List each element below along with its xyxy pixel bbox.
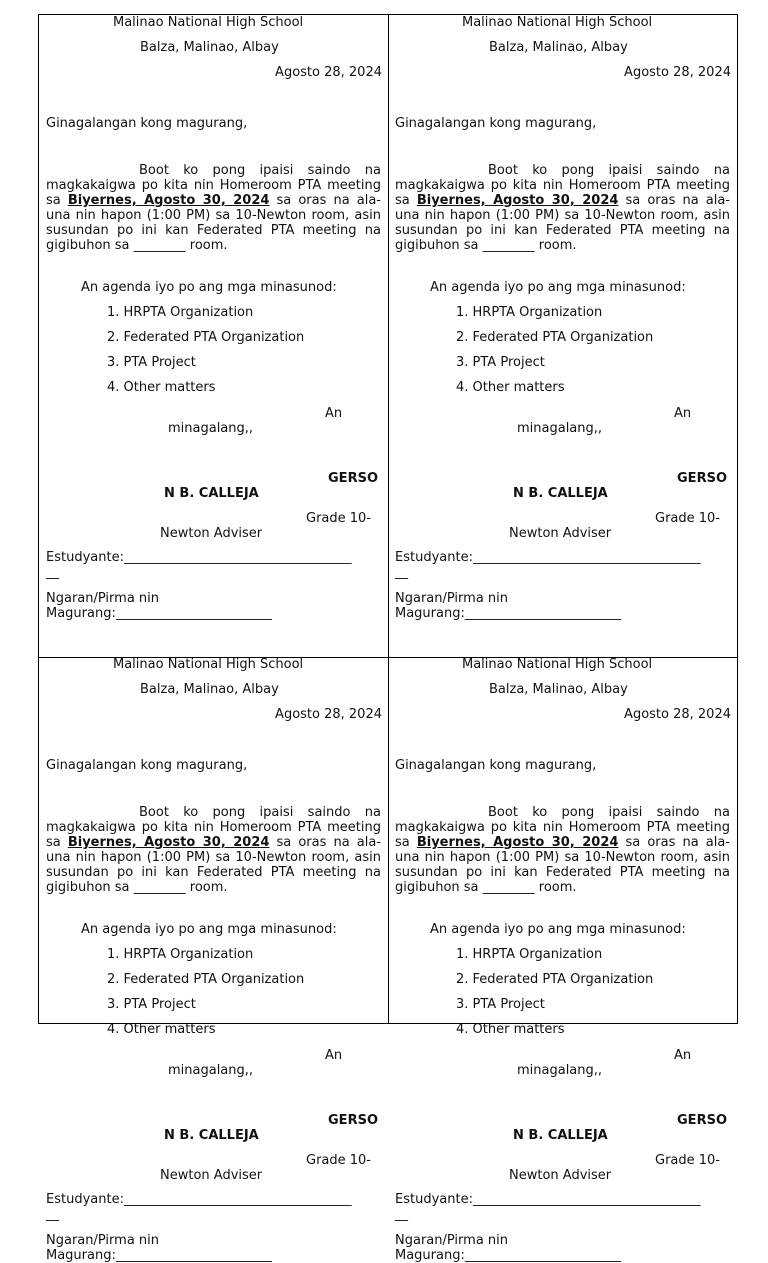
letter-bottom-right	[388, 657, 738, 1263]
school-address: Balza, Malinao, Albay	[489, 682, 628, 697]
student-line-wrap: __	[395, 1207, 408, 1222]
letter-top-right	[388, 15, 738, 657]
letter-bottom-left	[39, 657, 389, 1263]
signer-role: Grade 10-	[306, 511, 371, 526]
meeting-date: Biyernes, Agosto 30, 2024	[416, 835, 619, 850]
parent-line: Magurang:________________________	[395, 1248, 621, 1263]
agenda-item: 2. Federated PTA Organization	[107, 972, 305, 987]
closing-word: An	[325, 406, 343, 421]
student-line-wrap: __	[46, 565, 59, 580]
signer-role-cont: Newton Adviser	[509, 1168, 612, 1183]
agenda-item: 4. Other matters	[456, 380, 565, 395]
school-name: Malinao National High School	[462, 657, 653, 672]
agenda-item: 3. PTA Project	[107, 355, 196, 370]
body-text-1: Boot ko pong ipaisi saindo na magkakaigwa po kita nin Homeroom PTA meeting sa	[46, 805, 381, 850]
school-name: Malinao National High School	[113, 657, 304, 672]
student-line: Estudyante:___________________________________	[46, 550, 352, 565]
body-text-2: sa oras na ala-una nin hapon (1:00 PM) sa 10-Newton room, asin susundan po ini kan Federated PTA meeting na gigibuhon sa ________ room.	[46, 193, 381, 253]
closing-word-cont: minagalang,,	[517, 421, 603, 436]
body-text-2: sa oras na ala-una nin hapon (1:00 PM) sa 10-Newton room, asin susundan po ini kan Federated PTA meeting na gigibuhon sa ________ room.	[395, 193, 730, 253]
parent-label: Ngaran/Pirma nin	[395, 591, 509, 606]
letter-date: Agosto 28, 2024	[275, 707, 382, 722]
student-line-wrap: __	[395, 565, 408, 580]
signer-name-cont: N B. CALLEJA	[164, 486, 259, 501]
agenda-item: 1. HRPTA Organization	[107, 947, 254, 962]
parent-label: Ngaran/Pirma nin	[46, 1233, 160, 1248]
body-text-2: sa oras na ala-una nin hapon (1:00 PM) sa 10-Newton room, asin susundan po ini kan Federated PTA meeting na gigibuhon sa ________ room.	[46, 835, 381, 895]
signer-name: GERSO	[328, 471, 378, 486]
letter-body	[395, 163, 730, 253]
agenda-item: 3. PTA Project	[107, 997, 196, 1012]
agenda-item: 1. HRPTA Organization	[107, 305, 254, 320]
student-line: Estudyante:___________________________________	[395, 1192, 701, 1207]
agenda-item: 2. Federated PTA Organization	[107, 330, 305, 345]
parent-label: Ngaran/Pirma nin	[46, 591, 160, 606]
body-text-1: Boot ko pong ipaisi saindo na magkakaigwa po kita nin Homeroom PTA meeting sa	[46, 163, 381, 208]
agenda-intro: An agenda iyo po ang mga minasunod:	[81, 280, 337, 295]
signer-role-cont: Newton Adviser	[509, 526, 612, 541]
student-line: Estudyante:___________________________________	[46, 1192, 352, 1207]
signer-role: Grade 10-	[306, 1153, 371, 1168]
school-address: Balza, Malinao, Albay	[140, 40, 279, 55]
letter-date: Agosto 28, 2024	[624, 65, 731, 80]
signer-name-cont: N B. CALLEJA	[513, 1128, 608, 1143]
agenda-item: 3. PTA Project	[456, 997, 545, 1012]
closing-word: An	[325, 1048, 343, 1063]
salutation: Ginagalangan kong magurang,	[395, 758, 597, 773]
signer-role-cont: Newton Adviser	[160, 526, 263, 541]
body-text-1: Boot ko pong ipaisi saindo na magkakaigwa po kita nin Homeroom PTA meeting sa	[395, 163, 730, 208]
closing-word-cont: minagalang,,	[168, 1063, 254, 1078]
meeting-date: Biyernes, Agosto 30, 2024	[67, 835, 270, 850]
agenda-item: 2. Federated PTA Organization	[456, 330, 654, 345]
closing-word-cont: minagalang,,	[168, 421, 254, 436]
school-address: Balza, Malinao, Albay	[489, 40, 628, 55]
meeting-date: Biyernes, Agosto 30, 2024	[67, 193, 270, 208]
salutation: Ginagalangan kong magurang,	[395, 116, 597, 131]
school-name: Malinao National High School	[113, 15, 304, 30]
agenda-item: 4. Other matters	[456, 1022, 565, 1037]
letter-body	[46, 163, 381, 253]
letter-date: Agosto 28, 2024	[275, 65, 382, 80]
school-name: Malinao National High School	[462, 15, 653, 30]
agenda-item: 3. PTA Project	[456, 355, 545, 370]
signer-name-cont: N B. CALLEJA	[164, 1128, 259, 1143]
signer-role-cont: Newton Adviser	[160, 1168, 263, 1183]
agenda-item: 1. HRPTA Organization	[456, 947, 603, 962]
student-line-wrap: __	[46, 1207, 59, 1222]
letter-top-left	[39, 15, 389, 657]
agenda-intro: An agenda iyo po ang mga minasunod:	[81, 922, 337, 937]
meeting-date: Biyernes, Agosto 30, 2024	[416, 193, 619, 208]
letter-body	[395, 805, 730, 895]
body-text-2: sa oras na ala-una nin hapon (1:00 PM) sa 10-Newton room, asin susundan po ini kan Federated PTA meeting na gigibuhon sa ________ room.	[395, 835, 730, 895]
signer-name: GERSO	[677, 1113, 727, 1128]
agenda-item: 4. Other matters	[107, 1022, 216, 1037]
closing-word: An	[674, 406, 692, 421]
signer-role: Grade 10-	[655, 511, 720, 526]
agenda-item: 4. Other matters	[107, 380, 216, 395]
letter-date: Agosto 28, 2024	[624, 707, 731, 722]
letter-grid	[38, 14, 738, 1263]
parent-line: Magurang:________________________	[46, 1248, 272, 1263]
school-address: Balza, Malinao, Albay	[140, 682, 279, 697]
body-text-1: Boot ko pong ipaisi saindo na magkakaigwa po kita nin Homeroom PTA meeting sa	[395, 805, 730, 850]
salutation: Ginagalangan kong magurang,	[46, 758, 248, 773]
closing-word-cont: minagalang,,	[517, 1063, 603, 1078]
signer-name-cont: N B. CALLEJA	[513, 486, 608, 501]
signer-name: GERSO	[677, 471, 727, 486]
letter-body	[46, 805, 381, 895]
student-line: Estudyante:___________________________________	[395, 550, 701, 565]
signer-name: GERSO	[328, 1113, 378, 1128]
parent-line: Magurang:________________________	[395, 606, 621, 621]
signer-role: Grade 10-	[655, 1153, 720, 1168]
salutation: Ginagalangan kong magurang,	[46, 116, 248, 131]
agenda-intro: An agenda iyo po ang mga minasunod:	[430, 922, 686, 937]
parent-label: Ngaran/Pirma nin	[395, 1233, 509, 1248]
agenda-intro: An agenda iyo po ang mga minasunod:	[430, 280, 686, 295]
agenda-item: 2. Federated PTA Organization	[456, 972, 654, 987]
parent-line: Magurang:________________________	[46, 606, 272, 621]
closing-word: An	[674, 1048, 692, 1063]
agenda-item: 1. HRPTA Organization	[456, 305, 603, 320]
